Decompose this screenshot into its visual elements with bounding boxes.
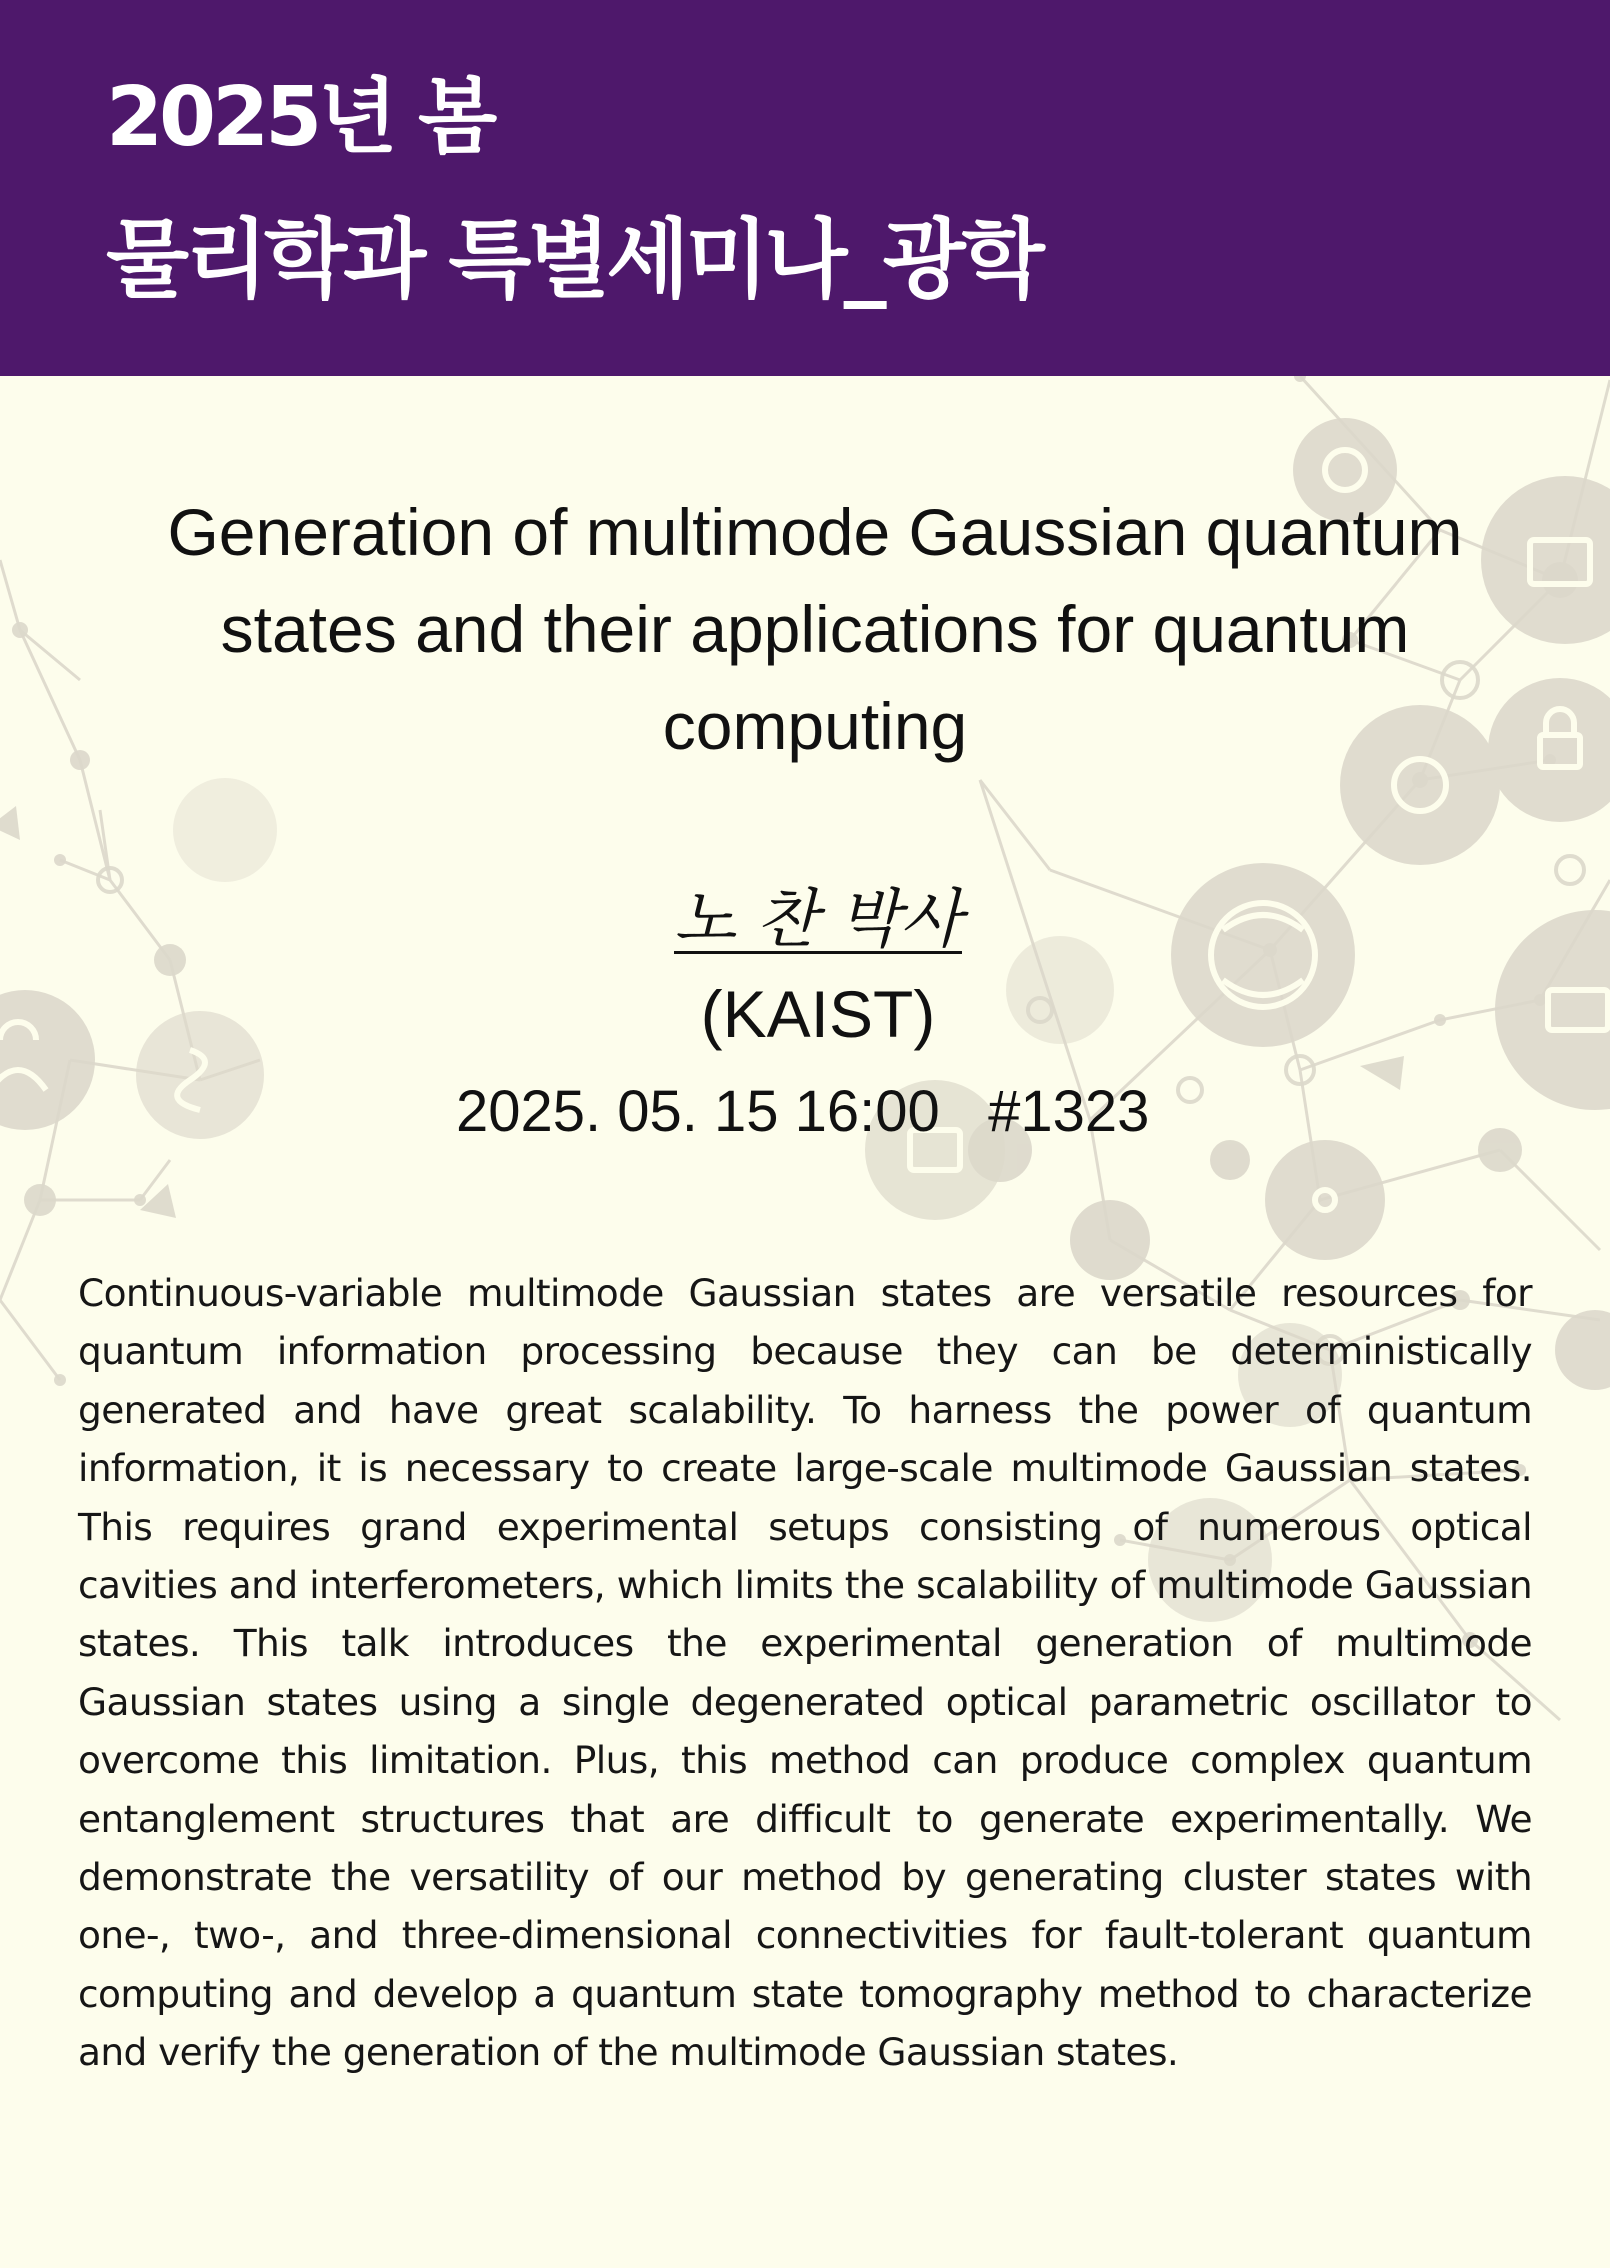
abstract-text: Continuous-variable multimode Gaussian states are versatile resources for quantum information processing because they can be deterministically generated and have great scalability. To harness the power of quantum information, it is necessary to create large-scale multimode Gaussian states. This requires grand experimental setups consisting of numerous optical cavities and interferometers, which limits the scalability of multimode Gaussian states. This talk introduces the experimental generation of multimode Gaussian states using a single degenerated optical parametric oscillator to overcome this limitation. Plus, this method can produce complex quantum entanglement structures that are difficult to generate experimentally. We demonstrate the versatility of our method by generating cluster states with one-, two-, and three-dimensional connectivities for fault-tolerant quantum computing and develop a quantum state tomography method to characterize and verify the generation of the multimode Gaussian states. bbox=[78, 1271, 1532, 2075]
talk-datetime-room: 2025. 05. 15 16:00 #1323 bbox=[456, 1079, 1150, 1144]
speaker-name: 노 찬 박사 bbox=[674, 883, 962, 957]
poster-content bbox=[0, 376, 1610, 2268]
talk-title: Generation of multimode Gaussian quantum states and their applications for quantum computing bbox=[167, 495, 1463, 763]
speaker-affiliation: (KAIST) bbox=[700, 977, 936, 1051]
header-year-term: 2025년 봄 bbox=[106, 70, 494, 165]
header-seminar-title: 물리학과 특별세미나_광학 bbox=[106, 210, 1041, 310]
header-banner bbox=[0, 0, 1610, 376]
